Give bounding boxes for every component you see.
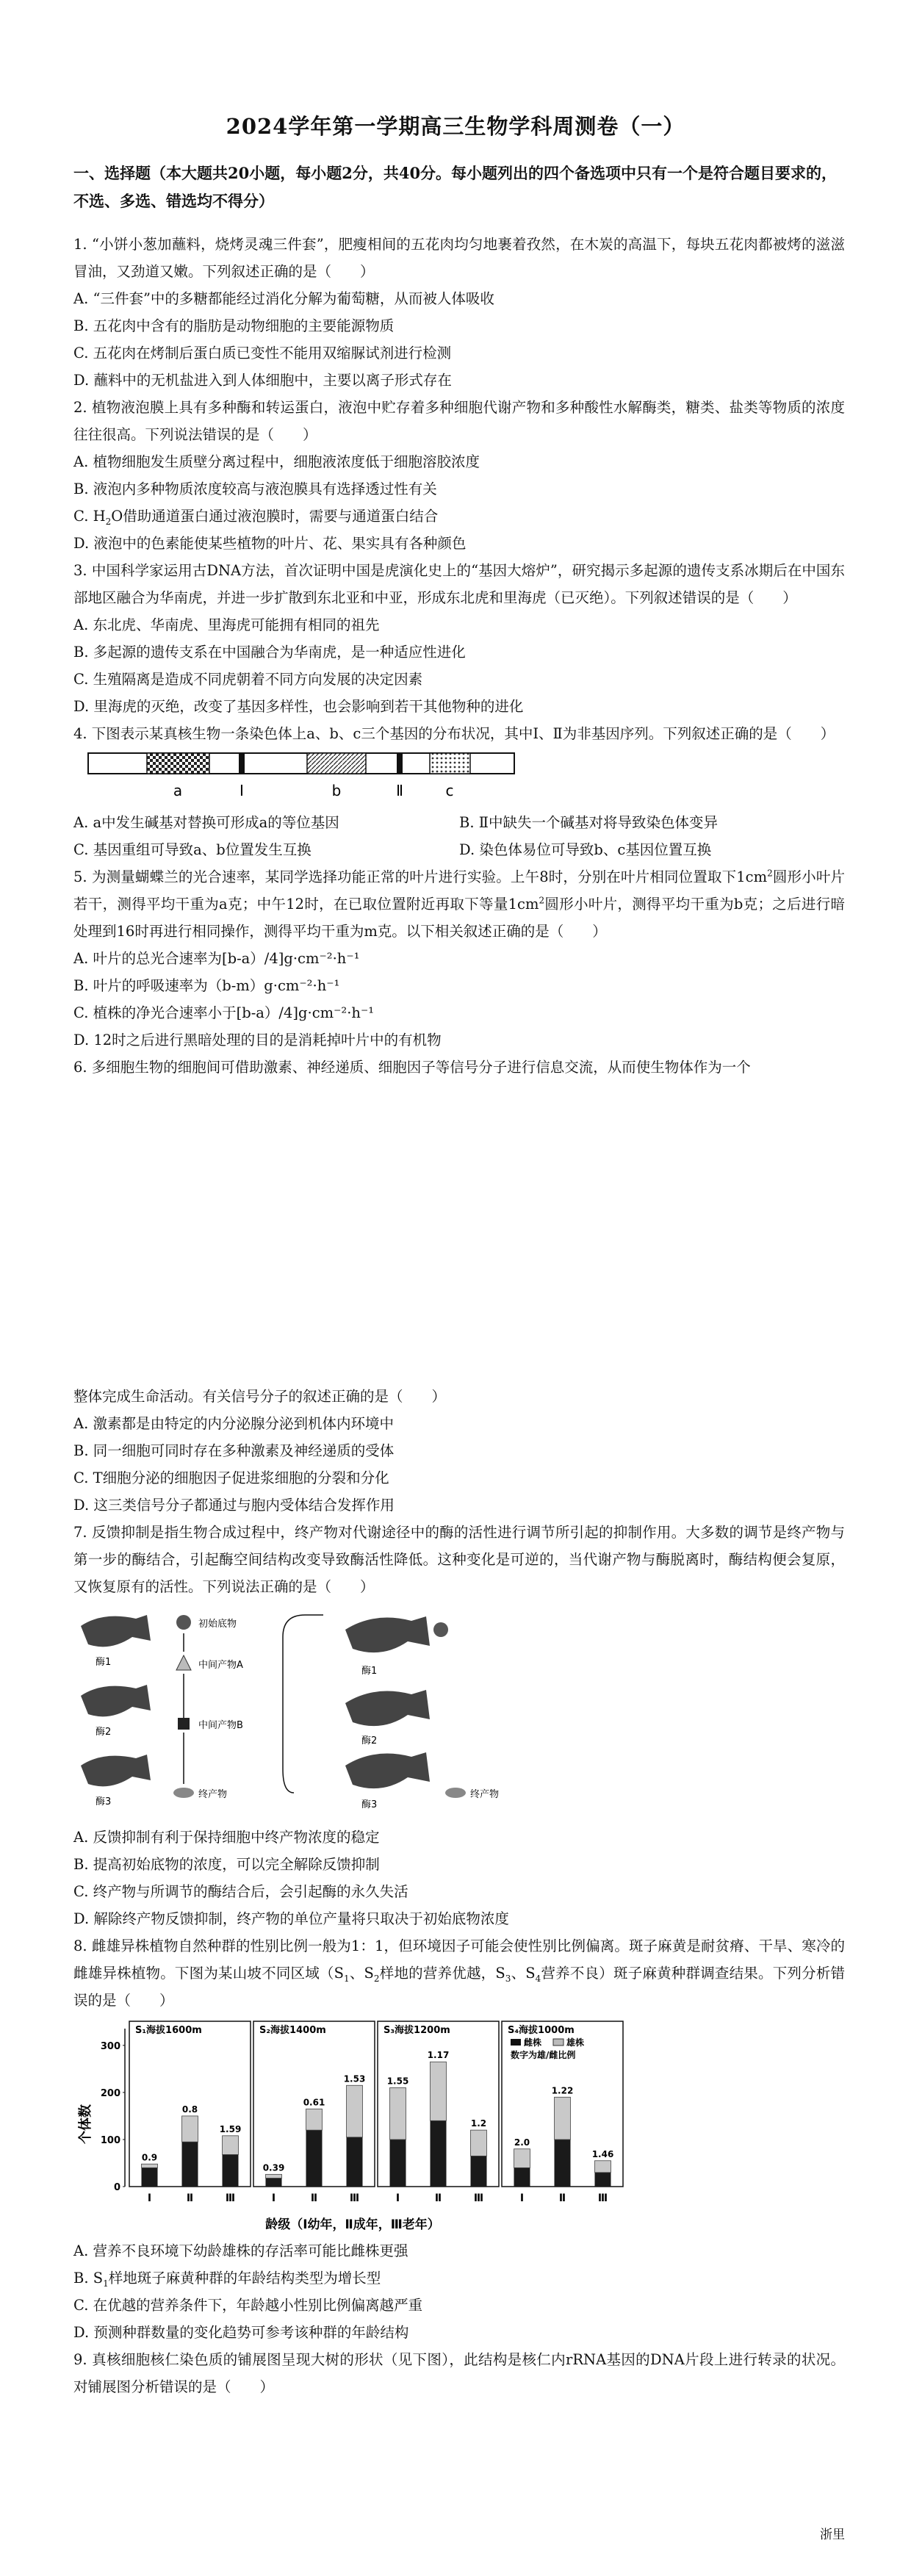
question-stem: 2. 植物液泡膜上具有多种酶和转运蛋白，液泡中贮存着多种细胞代谢产物和多种酸性水解酶类，糖类、盐类等物质的浓度往往很高。下列说法错误的是（ ） <box>73 399 845 443</box>
ratio-label: 1.2 <box>470 2118 487 2129</box>
ratio-label: 0.39 <box>262 2162 285 2173</box>
bar-female <box>514 2167 530 2187</box>
label-a: a <box>173 782 183 799</box>
chart-panel <box>129 2021 251 2204</box>
bar-male <box>431 2062 447 2120</box>
bar-female <box>182 2142 198 2187</box>
ratio-label: 0.9 <box>141 2152 158 2163</box>
ratio-label: 1.59 <box>219 2123 242 2134</box>
x-tick-label: Ⅰ <box>147 2192 152 2204</box>
initial-substrate-label: 初始底物 <box>198 1619 237 1630</box>
legend-female-swatch <box>511 2039 521 2046</box>
enzyme-3-label-right: 酶3 <box>361 1799 378 1810</box>
population-bar-chart <box>73 2014 632 2234</box>
option-c: C. 生殖隔离是造成不同虎朝着不同方向发展的决定因素 <box>73 671 423 688</box>
option-b: B. 液泡内多种物质浓度较高与液泡膜具有选择透过性有关 <box>73 481 437 497</box>
chromosome-diagram <box>73 747 529 806</box>
question-stem: 8. 雌雄异株植物自然种群的性别比例一般为1：1，但环境因子可能会使性别比例偏离。斑子麻黄是耐贫瘠、干旱、寒冷的雌雄异株植物。下图为某山坡不同区域（$S_1$、$S_2$样地的营养优越，$S_3$、$S_4$营养不良）斑子麻黄种群调查结果。下列分析错误的是（ ） <box>73 1938 846 2009</box>
question-5 <box>73 863 845 1054</box>
option-b: B. Ⅱ中缺失一个碱基对将导致染色体变异 <box>459 814 718 831</box>
question-stem: 3. 中国科学家运用古DNA方法，首次证明中国是虎演化史上的“基因大熔炉”，研究揭示多起源的遗传支系冰期后在中国东部地区融合为华南虎，并进一步扩散到东北亚和中亚，形成东北虎和里海虎（已灭绝）。下列叙述错误的是（ ） <box>73 562 845 606</box>
final-product-right-label: 终产物 <box>470 1789 500 1800</box>
option-b: B. 多起源的遗传支系在中国融合为华南虎，是一种适应性进化 <box>73 644 466 661</box>
bar-male <box>471 2130 487 2156</box>
bar-male <box>266 2174 282 2178</box>
bar-male <box>306 2109 323 2130</box>
option-d: D. 里海虎的灭绝，改变了基因多样性，也会影响到若干其他物种的进化 <box>73 698 524 715</box>
option-b: B. 五花肉中含有的脂肪是动物细胞的主要能源物质 <box>73 317 395 334</box>
option-a: A. “三件套”中的多糖都能经过消化分解为葡萄糖，从而被人体吸收 <box>73 290 494 307</box>
panel-title: S₃海拔1200m <box>384 2025 450 2036</box>
bar-female <box>306 2130 323 2187</box>
x-axis-label: 龄级（Ⅰ幼年，Ⅱ成年，Ⅲ老年） <box>265 2217 440 2232</box>
options-row-1 <box>73 809 845 836</box>
x-tick-label: Ⅱ <box>434 2192 442 2204</box>
option-a: A. 反馈抑制有利于保持细胞中终产物浓度的稳定 <box>73 1829 380 1846</box>
enzyme-2-shape <box>81 1685 151 1716</box>
option-c: C. 五花肉在烤制后蛋白质已变性不能用双缩脲试剂进行检测 <box>73 345 452 361</box>
x-tick-label: Ⅱ <box>186 2192 194 2204</box>
bar-female <box>471 2156 487 2187</box>
option-c: C. 在优越的营养条件下，年龄越小性别比例偏离越严重 <box>73 2297 423 2314</box>
x-tick-label: Ⅲ <box>349 2192 360 2204</box>
bar-female <box>390 2140 406 2187</box>
label-c: c <box>445 782 454 799</box>
bar-female <box>347 2137 363 2187</box>
enzyme-2-right-shape <box>345 1690 430 1726</box>
question-9 <box>73 2346 845 2400</box>
feedback-arrow <box>283 1615 323 1793</box>
option-b: B. 叶片的呼吸速率为（b-m）g·cm⁻²·h⁻¹ <box>73 977 340 994</box>
enzyme-1-inhibited-shape <box>345 1616 430 1652</box>
option-c: C. $H_2O$借助通道蛋白通过液泡膜时，需要与通道蛋白结合 <box>73 508 439 527</box>
panel-title: S₄海拔1000m <box>508 2025 575 2036</box>
x-tick-label: Ⅲ <box>225 2192 236 2204</box>
bar-male <box>347 2085 363 2137</box>
footer-mark: 浙里 <box>820 2528 845 2542</box>
option-a: A. 东北虎、华南虎、里海虎可能拥有相同的祖先 <box>73 616 380 633</box>
option-b: B. 提高初始底物的浓度，可以完全解除反馈抑制 <box>73 1856 380 1873</box>
label-b: b <box>331 782 342 799</box>
ratio-label: 1.17 <box>427 2050 450 2061</box>
bar-male <box>390 2087 406 2139</box>
enzyme-1-label: 酶1 <box>96 1657 112 1668</box>
chart-panel <box>378 2021 499 2204</box>
bar-male <box>142 2164 158 2167</box>
substrate-icon-right <box>433 1622 448 1637</box>
y-axis-label: 个体数 <box>78 2104 93 2144</box>
label-i: Ⅰ <box>240 782 244 799</box>
question-4 <box>73 720 845 863</box>
y-tick-label: 100 <box>100 2134 120 2146</box>
final-product-label: 终产物 <box>198 1789 228 1800</box>
bar-male <box>182 2116 198 2142</box>
section-heading: 一、选择题（本大题共20小题，每小题2分，共40分。每小题列出的四个备选项中只有一个是符合题目要求的，不选、多选、错选均不得分） <box>73 164 838 210</box>
feedback-inhibition-figure <box>73 1600 602 1821</box>
chart-panel <box>502 2021 623 2204</box>
section-1-continued <box>73 1383 845 2400</box>
question-3 <box>73 557 845 720</box>
ratio-label: 1.53 <box>343 2073 366 2084</box>
question-stem: 1. “小饼小葱加蘸料，烧烤灵魂三件套”，肥瘦相间的五花肉均匀地裹着孜然，在木炭的高温下，每块五花肉都被烤的滋滋冒油，又劲道又嫩。下列叙述正确的是（ ） <box>73 236 845 280</box>
ratio-label: 1.22 <box>551 2085 574 2096</box>
pathway-left <box>81 1615 243 1807</box>
label-ii: Ⅱ <box>396 782 403 799</box>
option-d: D. 蘸料中的无机盐进入到人体细胞中，主要以离子形式存在 <box>73 372 452 389</box>
gene-b-segment <box>307 753 366 774</box>
initial-substrate-icon <box>176 1615 191 1630</box>
option-c: C. 基因重组可导致a、b位置发生互换 <box>73 841 312 858</box>
option-c: C. 终产物与所调节的酶结合后，会引起酶的永久失活 <box>73 1883 408 1900</box>
ratio-label: 1.46 <box>591 2148 614 2159</box>
question-stem: 6. 多细胞生物的细胞间可借助激素、神经递质、细胞因子等信号分子进行信息交流，从而使生物体作为一个 <box>73 1059 751 1076</box>
option-d: D. 液泡中的色素能使某些植物的叶片、花、果实具有各种颜色 <box>73 535 467 552</box>
option-d: D. 这三类信号分子都通过与胞内受体结合发挥作用 <box>73 1497 395 1514</box>
question-stem: 5. 为测量蝴蝶兰的光合速率，某同学选择功能正常的叶片进行实验。上午8时，分别在叶片相同位置取下$1cm^2$圆形小叶片若干，测得平均干重为a克；中午12时，在已取位置附近再取下等量$1cm^2$圆形小叶片，测得平均干重为b克；之后进行暗处理到16时再进行相同操作，测得平均干重为m克。以下相关叙述正确的是（ ） <box>73 868 846 940</box>
bar-male <box>595 2161 611 2173</box>
intermediate-a-icon <box>176 1655 191 1670</box>
final-product-right-icon <box>445 1788 466 1798</box>
enzyme-2-label: 酶2 <box>96 1727 112 1738</box>
section-1 <box>73 144 845 1081</box>
question-2 <box>73 394 845 557</box>
question-stem: 7. 反馈抑制是指生物合成过程中，终产物对代谢途径中的酶的活性进行调节所引起的抑制作用。大多数的调节是终产物与第一步的酶结合，引起酶空间结构改变导致酶活性降低。这种变化是可逆的，当代谢产物与酶脱离时，酶结构便会复原，又恢复原有的活性。下列说法正确的是（ ） <box>73 1524 845 1595</box>
pathway-right <box>345 1616 499 1810</box>
enzyme-3-shape <box>81 1755 151 1786</box>
x-tick-label: Ⅰ <box>395 2192 400 2204</box>
question-stem: 9. 真核细胞核仁染色质的铺展图呈现大树的形状（见下图），此结构是核仁内rRNA基因的DNA片段上进行转录的状况。对铺展图分析错误的是（ ） <box>73 2351 845 2395</box>
legend-male-label: 雄株 <box>566 2037 585 2048</box>
ratio-label: 0.8 <box>181 2104 198 2115</box>
legend-female-label: 雌株 <box>524 2037 542 2048</box>
question-6-part-2 <box>73 1383 845 1519</box>
bar-female <box>431 2120 447 2187</box>
intermediate-a-label: 中间产物A <box>198 1660 243 1671</box>
bar-female <box>142 2167 158 2187</box>
x-tick-label: Ⅲ <box>473 2192 484 2204</box>
y-tick-label: 300 <box>100 2040 120 2052</box>
y-tick-label: 0 <box>113 2182 120 2193</box>
option-d: D. 预测种群数量的变化趋势可参考该种群的年龄结构 <box>73 2324 409 2341</box>
ratio-label: 1.55 <box>386 2076 409 2087</box>
x-tick-label: Ⅱ <box>558 2192 566 2204</box>
intermediate-b-label: 中间产物B <box>198 1720 243 1731</box>
ratio-label: 0.61 <box>303 2097 325 2108</box>
question-6-part-1 <box>73 1054 845 1081</box>
option-a: A. 叶片的总光合速率为[b-a）/4]g·cm⁻²·h⁻¹ <box>73 950 360 967</box>
panel-title: S₁海拔1600m <box>135 2025 202 2036</box>
question-stem: 4. 下图表示某真核生物一条染色体上a、b、c三个基因的分布状况，其中Ⅰ、Ⅱ为非基因序列。下列叙述正确的是（ ） <box>73 725 835 742</box>
legend-ratio-note: 数字为雄/雌比例 <box>511 2050 576 2060</box>
enzyme-1-label-right: 酶1 <box>361 1666 378 1677</box>
option-a: A. 营养不良环境下幼龄雄株的存活率可能比雌株更强 <box>73 2242 408 2259</box>
question-stem: 整体完成生命活动。有关信号分子的叙述正确的是（ ） <box>73 1388 447 1405</box>
y-axis-ticks <box>101 2029 125 2193</box>
bar-male <box>555 2097 571 2140</box>
intermediate-b-icon <box>178 1718 190 1730</box>
question-8 <box>73 1932 845 2346</box>
x-tick-label: Ⅱ <box>310 2192 318 2204</box>
gene-c-segment <box>430 753 470 774</box>
enzyme-3-label: 酶3 <box>96 1796 112 1807</box>
y-tick-label: 200 <box>100 2087 120 2099</box>
chart-panel <box>253 2021 375 2204</box>
chart-panels <box>129 2021 623 2204</box>
x-tick-label: Ⅲ <box>597 2192 608 2204</box>
gene-a-segment <box>147 753 209 774</box>
question-7 <box>73 1519 845 1932</box>
final-product-icon <box>173 1788 194 1798</box>
legend-male-swatch <box>553 2039 563 2046</box>
option-b: B. 同一细胞可同时存在多种激素及神经递质的受体 <box>73 1442 395 1459</box>
option-d: D. 12时之后进行黑暗处理的目的是消耗掉叶片中的有机物 <box>73 1032 442 1048</box>
enzyme-3-right-shape <box>345 1752 430 1788</box>
option-c: C. 植株的净光合速率小于[b-a）/4]g·cm⁻²·h⁻¹ <box>73 1004 375 1021</box>
bar-female <box>595 2173 611 2187</box>
exam-title: 2024学年第一学期高三生物学科周测卷（一） <box>226 114 685 139</box>
enzyme-1-shape <box>81 1615 151 1647</box>
x-tick-label: Ⅰ <box>519 2192 525 2204</box>
region-i-segment <box>239 753 245 774</box>
option-d: D. 解除终产物反馈抑制，终产物的单位产量将只取决于初始底物浓度 <box>73 1910 509 1927</box>
bar-female <box>555 2140 571 2187</box>
option-b: B. $S_1$样地斑子麻黄种群的年龄结构类型为增长型 <box>73 2270 381 2289</box>
enzyme-2-label-right: 酶2 <box>361 1735 378 1746</box>
option-a: A. 植物细胞发生质壁分离过程中，细胞液浓度低于细胞溶胶浓度 <box>73 453 480 470</box>
bar-female <box>266 2178 282 2187</box>
bar-male <box>223 2136 239 2155</box>
question-1 <box>73 231 845 394</box>
region-ii-segment <box>397 753 403 774</box>
bar-female <box>223 2154 239 2187</box>
option-c: C. T细胞分泌的细胞因子促进浆细胞的分裂和分化 <box>73 1469 389 1486</box>
option-d: D. 染色体易位可导致b、c基因位置互换 <box>459 841 712 858</box>
option-a: A. a中发生碱基对替换可形成a的等位基因 <box>73 814 339 831</box>
option-a: A. 激素都是由特定的内分泌腺分泌到机体内环境中 <box>73 1415 394 1432</box>
panel-title: S₂海拔1400m <box>259 2025 326 2036</box>
ratio-label: 2.0 <box>514 2137 530 2148</box>
options-row-2 <box>73 836 845 863</box>
bar-male <box>514 2149 530 2168</box>
x-tick-label: Ⅰ <box>271 2192 276 2204</box>
